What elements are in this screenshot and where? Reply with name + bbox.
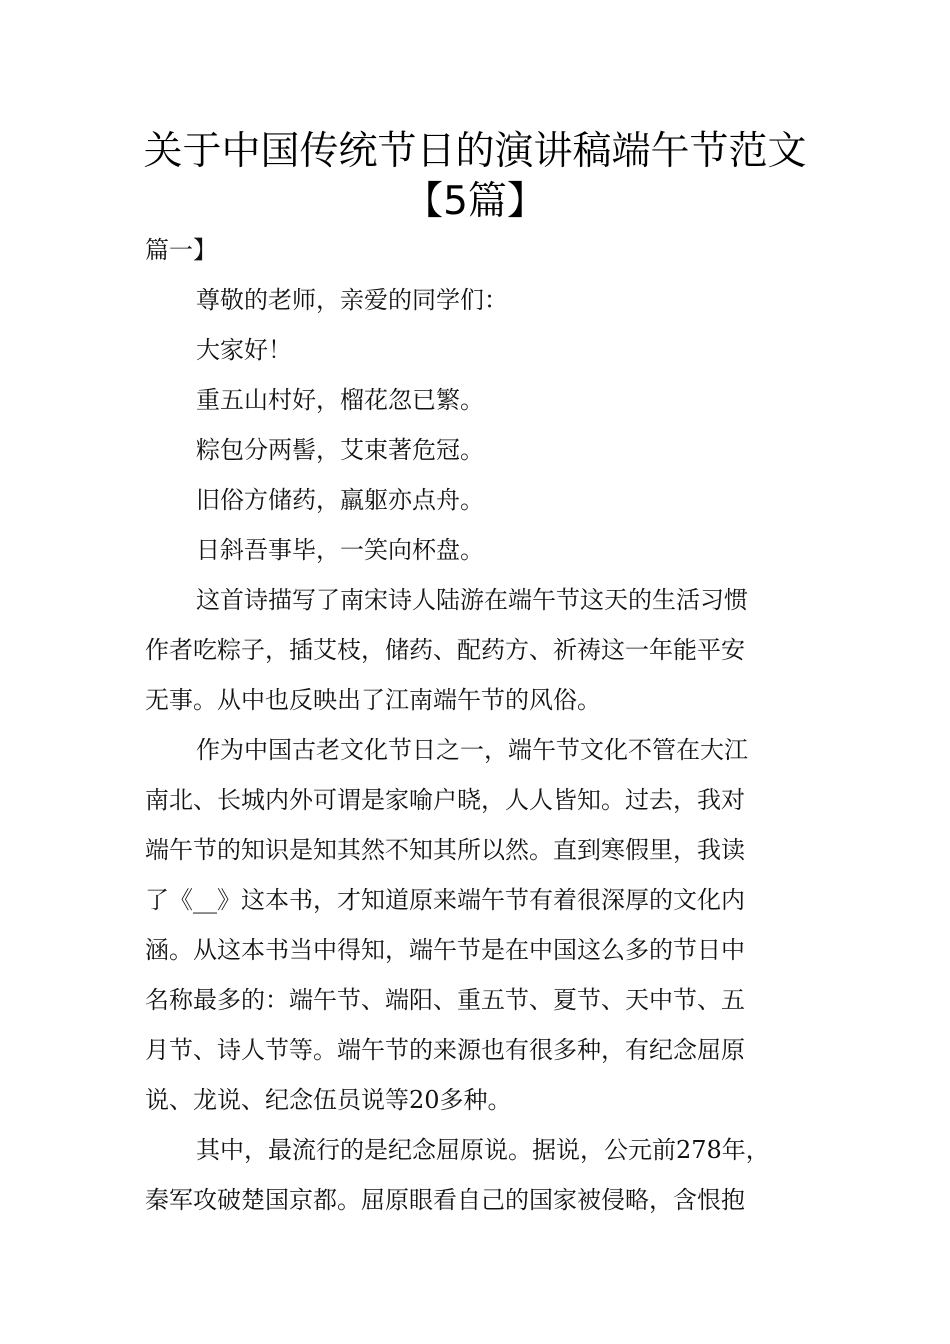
paragraph-line: 无事。从中也反映出了江南端午节的风俗。: [145, 686, 601, 714]
paragraph-line: 月节、诗人节等。端午节的来源也有很多种，有纪念屈原: [145, 1036, 745, 1064]
paragraph-line: 其中，最流行的是纪念屈原说。据说，公元前278年，: [196, 1136, 770, 1164]
paragraph-line: 尊敬的老师，亲爱的同学们：: [196, 286, 508, 314]
poem-line: 日斜吾事毕，一笑向杯盘。: [196, 536, 484, 564]
poem-line: 旧俗方储药，羸躯亦点舟。: [196, 486, 484, 514]
paragraph-line: 大家好！: [196, 336, 292, 364]
paragraph-line: 南北、长城内外可谓是家喻户晓，人人皆知。过去，我对: [145, 786, 745, 814]
paragraph-line: 说、龙说、纪念伍员说等20多种。: [145, 1086, 512, 1114]
paragraph-line: 了《__》这本书，才知道原来端午节有着很深厚的文化内: [145, 886, 745, 914]
poem-line: 粽包分两髻，艾束著危冠。: [196, 436, 484, 464]
paragraph-line: 作者吃粽子，插艾枝，储药、配药方、祈祷这一年能平安: [145, 636, 745, 664]
document-title-line1: 关于中国传统节日的演讲稿端午节范文: [143, 129, 807, 174]
paragraph-line: 涵。从这本书当中得知，端午节是在中国这么多的节日中: [145, 936, 745, 964]
poem-line: 重五山村好，榴花忽已繁。: [196, 386, 484, 414]
document-title-line2: 【5篇】: [404, 179, 546, 224]
paragraph-line: 这首诗描写了南宋诗人陆游在端午节这天的生活习惯: [196, 586, 748, 614]
section-label: 篇一】: [145, 236, 217, 264]
paragraph-line: 秦军攻破楚国京都。屈原眼看自己的国家被侵略，含恨抱: [145, 1186, 745, 1214]
paragraph-line: 作为中国古老文化节日之一，端午节文化不管在大江: [196, 736, 748, 764]
paragraph-line: 端午节的知识是知其然不知其所以然。直到寒假里，我读: [145, 836, 745, 864]
paragraph-line: 名称最多的：端午节、端阳、重五节、夏节、天中节、五: [145, 986, 745, 1014]
